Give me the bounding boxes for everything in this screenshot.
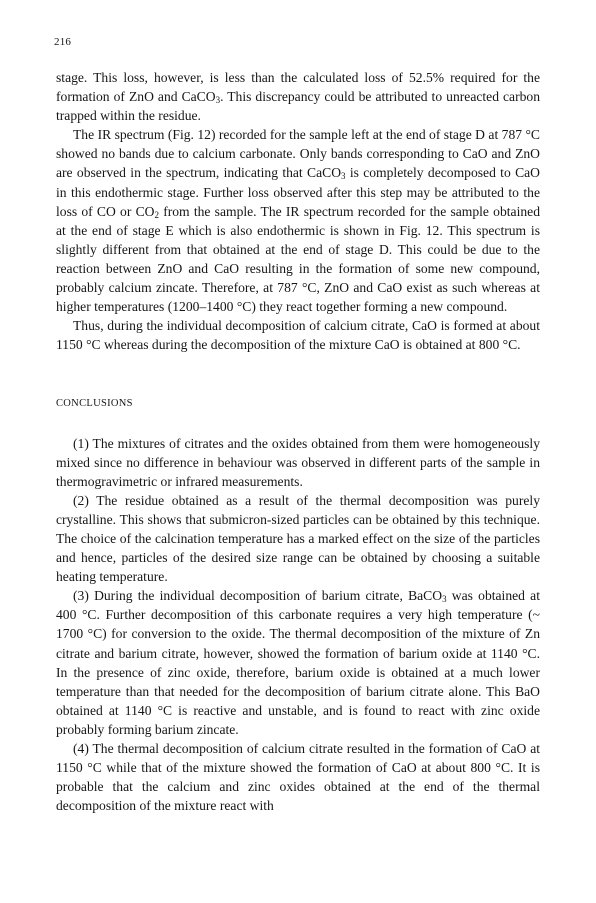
conclusions-heading: CONCLUSIONS [56,398,133,410]
subscript: 3 [215,95,221,106]
text-run: (3) During the individual decomposition of barium citrate, BaCO [73,588,443,604]
text-run: (1) The mixtures of citrates and the oxides obtained from them were homogeneously mixed since no difference in behaviour was observed in different parts of the sample in thermogravimetric or infrared measurements. [56,435,540,489]
text-run: from the sample. The IR spectrum recorded for the sample obtained at the end of stage E which is also endothermic is shown in Fig. 12. This spectrum is slightly different from that obtained at the end of stage D. This could be due to the reaction between ZnO and CaO resulting in the formation of some new compound, probably calcium zincate. Therefore, at 787 °C, ZnO and CaO exist as such whereas at higher temperatures (1200–1400 °C) they react together forming a new compound. [56,203,540,315]
body-text [56,68,540,815]
intro-section [56,68,540,354]
paragraph [56,739,540,815]
subscript: 2 [154,209,159,220]
text-run: (2) The residue obtained as a result of the thermal decomposition was purely crystalline. This shows that submicron-sized particles can be obtained by this technique. The choice of the calcination temperature has a marked effect on the size of the particles and hence, particles of the desired size range can be obtained by choosing a suitable heating temperature. [56,492,540,585]
paragraph [56,68,540,125]
text-run: . This discrepancy could be attributed to unreacted carbon trapped within the residue. [56,89,540,124]
conclusions-section [56,434,540,816]
paragraph [56,316,540,354]
text-run: Thus, during the individual decomposition of calcium citrate, CaO is formed at about 1150 °C whereas during the decomposition of the mixture CaO is obtained at 800 °C. [56,318,540,353]
text-run: (4) The thermal decomposition of calcium citrate resulted in the formation of CaO at 1150 °C while that of the mixture showed the formation of CaO at about 800 °C. It is probable that the calcium and zinc oxides obtained at the end of the thermal decomposition of the mixture react with [56,741,540,814]
paragraph [56,125,540,316]
text-run: The IR spectrum (Fig. 12) recorded for the sample left at the end of stage D at 787 °C showed no bands due to calcium carbonate. Only bands corresponding to CaO and ZnO are observed in the spectrum, indicating that CaCO [56,127,540,181]
paragraph [56,434,540,491]
subscript: 3 [442,594,447,605]
page-number: 216 [54,36,72,48]
paragraph [56,586,540,739]
text-run: is completely decomposed to CaO in this endothermic stage. Further loss observed after this step may be attributed to the loss of CO or CO [56,165,540,219]
text-run: stage. This loss, however, is less than the calculated loss of 52.5% required for the formation of ZnO and CaCO [56,70,540,105]
paragraph [56,491,540,586]
subscript: 3 [341,171,346,182]
text-run: was obtained at 400 °C. Further decomposition of this carbonate requires a very high temperature (~ 1700 °C) for conversion to the oxide. The thermal decomposition of the mixture of Zn citrate and barium citrate, however, showed the formation of barium oxide at 1140 °C. In the presence of zinc oxide, therefore, barium oxide is obtained at a much lower temperature than that needed for the decomposition of barium citrate alone. This BaO obtained at 1140 °C is reactive and unstable, and is found to react with zinc oxide probably forming barium zincate. [56,588,540,737]
